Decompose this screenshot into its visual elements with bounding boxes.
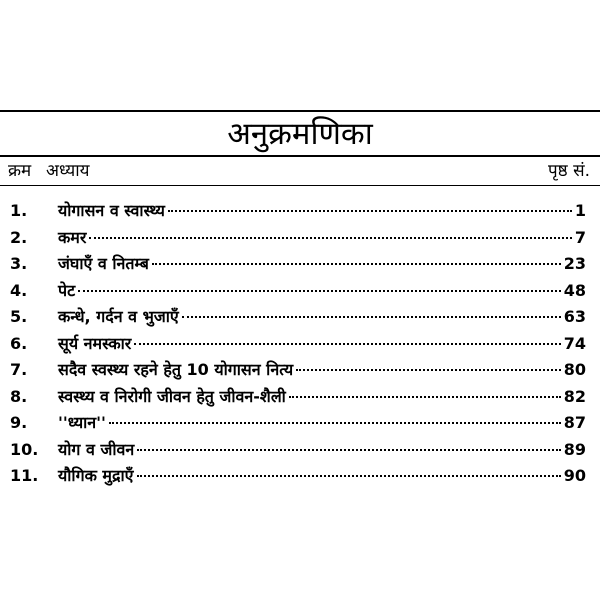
list-item [0, 225, 600, 252]
column-header-serial: क्रम [8, 161, 32, 181]
list-item [0, 384, 600, 411]
list-item [0, 410, 600, 437]
contents-list [0, 198, 600, 490]
entry-chapter: सदैव स्वस्थ्य रहने हेतु 10 योगासन नित्य [58, 360, 294, 379]
column-header-page: पृष्ठ सं. [548, 161, 590, 181]
entry-number: 2. [10, 227, 28, 247]
entry-chapter: कन्धे, गर्दन व भुजाएँ [58, 307, 179, 326]
entry-chapter: सूर्य नमस्कार [58, 333, 132, 353]
header-bottom-rule [0, 185, 600, 186]
entry-page: 7 [574, 227, 586, 247]
list-item [0, 357, 600, 384]
list-item [0, 278, 600, 305]
entry-chapter: योगासन व स्वास्थ्य [58, 201, 165, 220]
entry-number: 3. [10, 254, 28, 273]
entry-page: 80 [563, 360, 586, 379]
entry-page: 1 [574, 201, 586, 220]
dot-leader [134, 343, 560, 345]
entry-page: 74 [563, 333, 586, 353]
entry-page: 87 [563, 413, 586, 432]
list-item [0, 437, 600, 464]
entry-chapter: यौगिक मुद्राएँ [58, 466, 134, 485]
entry-page: 82 [563, 386, 586, 406]
dot-leader [152, 263, 561, 265]
header-top-rule [0, 155, 600, 157]
entry-page: 63 [563, 307, 586, 326]
entry-chapter: योग व जीवन [58, 439, 135, 459]
dot-leader [137, 475, 561, 477]
entry-chapter: पेट [58, 280, 76, 300]
entry-chapter: स्वस्थ्य व निरोगी जीवन हेतु जीवन-शैली [58, 386, 286, 406]
top-rule [0, 110, 600, 112]
entry-number: 10. [10, 439, 39, 459]
entry-number: 9. [10, 413, 28, 432]
column-header-chapter: अध्याय [46, 161, 90, 181]
dot-leader [182, 316, 561, 318]
dot-leader [296, 369, 561, 371]
dot-leader [168, 210, 572, 212]
list-item [0, 331, 600, 358]
entry-chapter: ''ध्यान'' [58, 413, 106, 432]
entry-number: 11. [10, 466, 39, 485]
entry-number: 5. [10, 307, 28, 326]
entry-page: 23 [563, 254, 586, 273]
dot-leader [109, 422, 561, 424]
dot-leader [289, 396, 561, 398]
entry-page: 89 [563, 439, 586, 459]
entry-number: 6. [10, 333, 28, 353]
dot-leader [89, 237, 571, 239]
entry-number: 4. [10, 280, 28, 300]
entry-chapter: कमर [58, 227, 87, 247]
dot-leader [137, 449, 560, 451]
entry-page: 90 [563, 466, 586, 485]
entry-number: 8. [10, 386, 28, 406]
entry-number: 7. [10, 360, 28, 379]
entry-page: 48 [563, 280, 586, 300]
list-item [0, 463, 600, 490]
dot-leader [78, 290, 561, 292]
list-item [0, 198, 600, 225]
page-title: अनुक्रमणिका [227, 116, 373, 152]
entry-chapter: जंघाएँ व नितम्ब [58, 254, 149, 273]
entry-number: 1. [10, 201, 28, 220]
list-item [0, 251, 600, 278]
list-item [0, 304, 600, 331]
